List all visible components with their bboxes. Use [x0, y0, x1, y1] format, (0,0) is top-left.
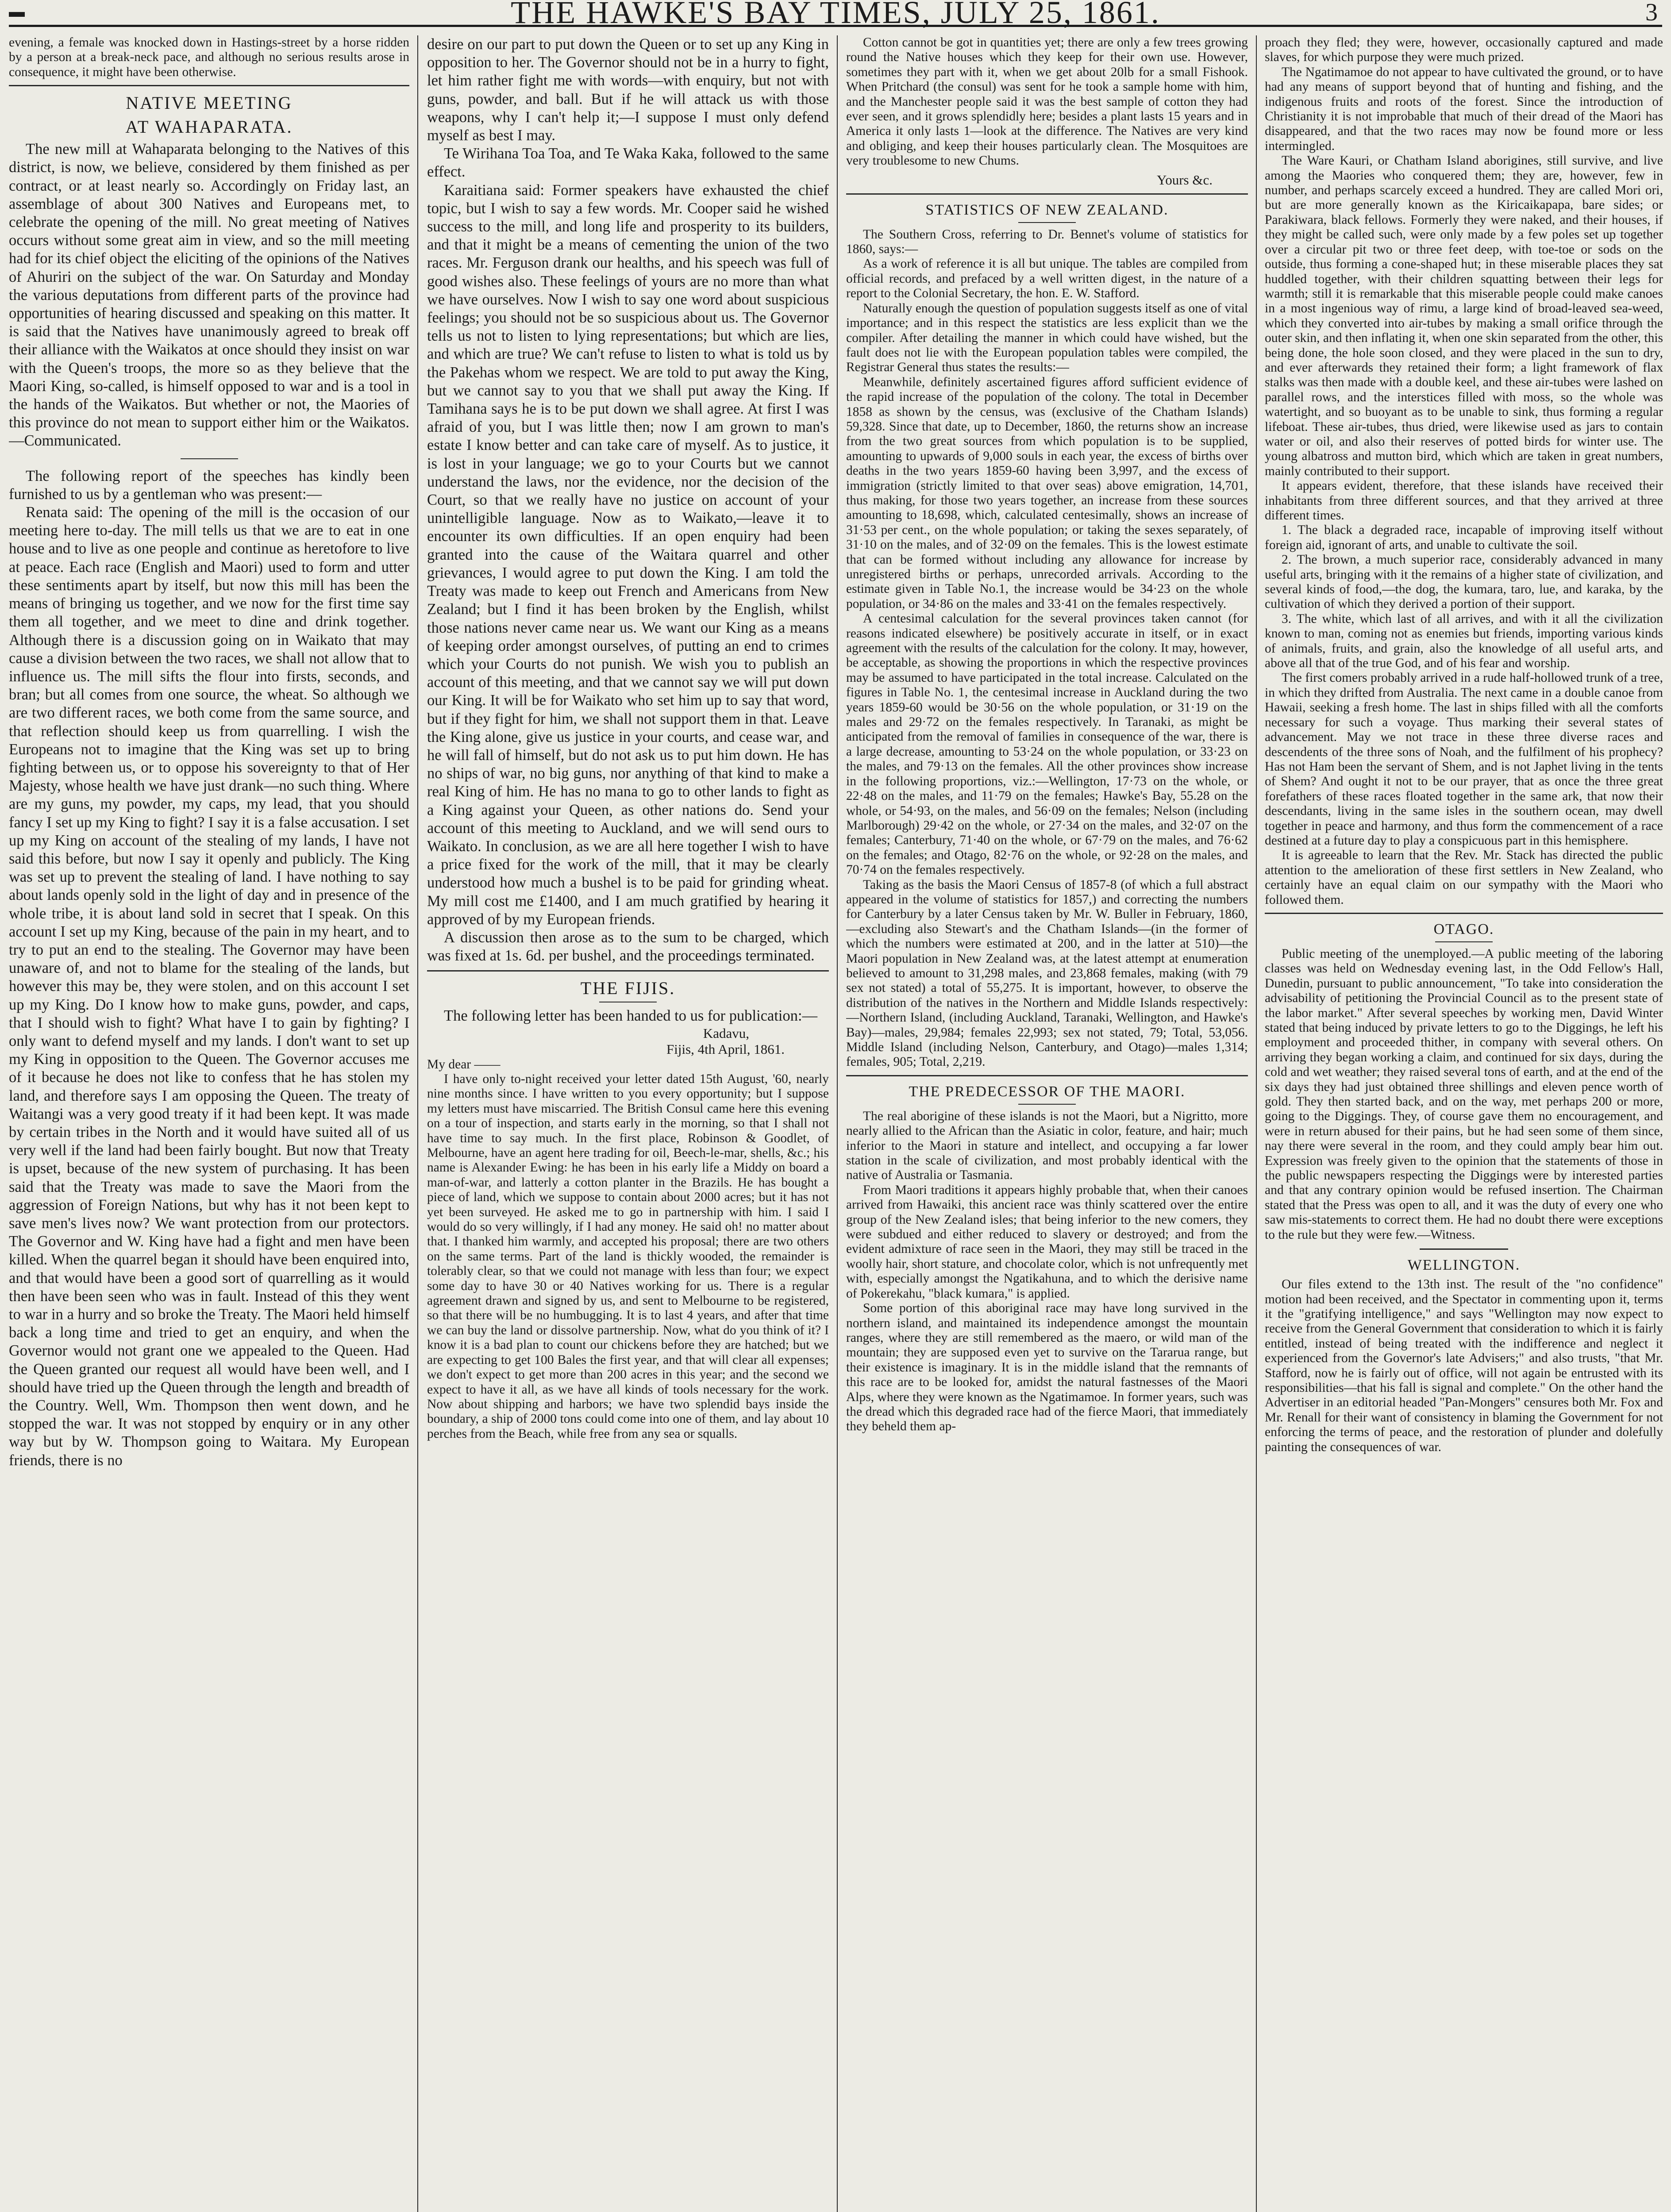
paragraph: Te Wirihana Toa Toa, and Te Waka Kaka, followed to the same effect.: [427, 145, 829, 180]
paragraph: Our files extend to the 13th inst. The result of the "no confidence" motion had been received, and the Spectator in commenting upon it, terms it the "gratifying intelligence," and says "Wellington may now expect to receive from the General Government that consideration to which it is fairly entitled, instead of being treated with the indifference and neglect it experienced from the Governor's late Advisers;" and also trusts, "that Mr. Stafford, now he is fairly out of office, will not again be entrusted with its responsibilities—that his fall is signal and complete." On the other hand the Advertiser in an editorial headed "Pan-Mongers" censures both Mr. Fox and Mr. Renall for their want of consistency in blaming the Government for not enforcing the terms of peace, and the restoration of plunder and dolefully painting the consequences of war.: [1265, 1277, 1663, 1454]
column-rule: [417, 35, 418, 2212]
column-1: [9, 35, 409, 2212]
paragraph: The following report of the speeches has kindly been furnished to us by a gentleman who was present:—: [9, 467, 409, 503]
masthead: [9, 0, 1662, 30]
section-divider: [846, 193, 1248, 195]
headline-wahaparata: AT WAHAPARATA.: [125, 117, 293, 137]
dateline-date: Fijis, 4th April, 1861.: [666, 1041, 785, 1057]
letter-salutation: My dear ——: [427, 1057, 501, 1071]
letter-body-continued: Cotton cannot be got in quantities yet; there are only a few trees growing round the Native houses which they keep for their own use. However, sometimes they part with it, when we get about 20lb for a small Fishook. When Pritchard (the consul) was sent for he took a sample home with him, and the Manchester people said it was the best sample of cotton they had ever seen, and it grows splendidly here; besides a plant lasts 15 years and in America it only lasts 1—look at the difference. The Natives are very kind and obliging, and keep their houses particularly clean. The Mosquitoes are very troublesome to new Chums.: [846, 35, 1248, 168]
paragraph: Meanwhile, definitely ascertained figures afford sufficient evidence of the rapid increase of the population of the colony. The total in December 1858 as shown by the census, was (exclusive of the Chatham Islands) 59,328. Since that date, up to December, 1860, the returns show an increase from the two great sources from which population is to be supplied, amounting to upwards of 9,000 souls in each year, the excess of births over deaths in the two years 1859-60 having been 3,997, and the excess of immigration (strictly limited to that over seas) above emigration, 14,701, thus making, for those two years together, an increase from these sources amounting to 18,698, which, calculated centesimally, shows an increase of 31·53 per cent., on the whole population; or taking the sexes separately, of 31·10 on the males, and of 32·09 on the females. This is the lowest estimate that can be formed without including any allowance for increase by unregistered births or perhaps, unrecorded arrivals. According to the estimate given in Table No.1, the increase would be 34·23 on the whole population, or 34·86 on the males and 33·41 on the females respectively.: [846, 375, 1248, 611]
paragraph: From Maori traditions it appears highly probable that, when their canoes arrived from Hawaiki, this ancient race was thinly scattered over the entire group of the New Zealand isles; that being inferior to the new comers, they were subdued and either reduced to slavery or destroyed; and from the evident admixture of race seen in the Maori, they may still be traced in the woolly hair, short stature, and chocolate color, which is not unfrequently met with, especially amongst the Ngatikahuna, and to which the derisive name of Pokerekahu, "black kumara," is applied.: [846, 1183, 1248, 1301]
section-divider: [1265, 913, 1663, 914]
list-item: 2. The brown, a much superior race, considerably advanced in many useful arts, bringing with it the remains of a higher state of civilization, and several kinds of food,—the dog, the kumara, taro, lue, and karaka, by the cultivation of which they derived a portion of their support.: [1265, 553, 1663, 611]
column-rule: [837, 35, 838, 2212]
column-4: [1265, 35, 1663, 2212]
headline-predecessor: THE PREDECESSOR OF THE MAORI.: [909, 1083, 1186, 1100]
headline-wellington: WELLINGTON.: [1407, 1257, 1521, 1274]
page-number: 3: [1645, 0, 1658, 26]
paragraph: Some portion of this aboriginal race may have long survived in the northern island, and maintained its independence amongst the mountain ranges, where they are still remembered as the maero, or wild man of the mountain; they are supposed even yet to survive on the Tararua range, but their existence is imaginary. It is in the middle island that the remnants of this race are to be looked for, amidst the natural fastnesses of the Maori Alps, where they were known as the Ngatimamoe. In former years, such was the dread which this degraded race had of the fierce Maori, that immediately they beheld them ap-: [846, 1301, 1248, 1434]
paragraph: A centesimal calculation for the several provinces taken cannot (for reasons indicated elsewhere) be positively accurate in itself, or in exact agreement with the results of the calculation for the colony. It may, however, be acceptable, as showing the proportions in which the respective provinces may be assumed to have participated in the total increase. Calculated on the figures in Table No. 1, the centesimal increase in Auckland during the two years 1859-60 would be 30·56 on the whole population, or 31·19 on the males and 29·72 on the females respectively. In Taranaki, as might be anticipated from the removal of families in consequence of the war, there is a large decrease, amounting to 53·24 on the whole population, or 33·23 on the males, and 79·13 on the females. All the other provinces show increase in the following proportions, viz.:—Wellington, 17·73 on the whole, or 22·48 on the males, and 11·79 on the females; Hawke's Bay, 55.28 on the whole, or 54·93, on the males, and 56·09 on the females; Nelson (including Marlborough) 29·42 on the whole, or 27·34 on the males, and 32·07 on the females; Canterbury, 71·40 on the whole, or 67·79 on the males, and 76·62 on the females; and Otago, 82·76 on the whole, or 92·28 on the males, and 70·74 on the females respectively.: [846, 611, 1248, 877]
paragraph: A discussion then arose as to the sum to be charged, which was fixed at 1s. 6d. per bushel, and the proceedings terminated.: [427, 929, 829, 964]
letter-body: I have only to-night received your letter dated 15th August, '60, nearly nine months since. I have written to you every opportunity; but I suppose my letters must have miscarried. The British Consul came here this evening on a tour of inspection, and starts early in the morning, so that I shall not have time to say much. In the first place, Robinson & Goodlet, of Melbourne, have an agent here trading for oil, Beech-le-mar, shells, &c.; his name is Alexander Ewing: he has been in his early life a Middy on board a man-of-war, and latterly a cotton planter in the Brazils. He has bought a piece of land, which we suppose to contain about 2000 acres; but it has not yet been surveyed. He asked me to go in partnership with him. I said I would do so very willingly, if I had any money. He said oh! no matter about that. I thanked him warmly, and accepted his proposal; there are two others on the same terms. Part of the land is thickly wooded, the remainder is tolerably clear, so that we could not manage with less than four; we expect some day to have 30 or 40 Natives working for us. There is a regular agreement drawn and signed by us, and sent to Melbourne to be registered, so that there will be no humbugging. It is to last 4 years, and after that time we can buy the land or dissolve partnership. Now, what do you think of it? I know it is a bad plan to count our chickens before they are hatched; but we are expecting to get 100 Bales the first year, and that will clear all expenses; we don't expect to get more than 200 acres in this year; and the second we expect to have it all, as we have all kinds of tools necessary for the work. Now about shipping and harbors; we have two splendid bays inside the boundary, a ship of 2000 tons could come into one of them, and lay about 10 perches from the Beach, while free from any sea or squalls.: [427, 1071, 829, 1441]
section-divider: [846, 1075, 1248, 1076]
paragraph: desire on our part to put down the Queen or to set up any King in opposition to her. The Governor should not be in a hurry to fight, let him rather fight me with words—with enquiry, but not with guns, powder, and ball. But if he will attack us with those weapons, why I can't help it;—I suppose I must only defend myself as best I may.: [427, 36, 829, 144]
corner-mark: ▬: [9, 3, 25, 20]
headline-otago: OTAGO.: [1433, 921, 1494, 937]
paragraph: The following letter has been handed to us for publication:—: [444, 1007, 818, 1025]
article-tail: evening, a female was knocked down in Hastings-street by a horse ridden by a person at a break-neck pace, and although no serious results arose in consequence, it might have been otherwise.: [9, 35, 409, 79]
paragraph: The real aborigine of these islands is not the Maori, but a Nigritto, more nearly allied to the African than the Asiatic in color, feature, and hair; much inferior to the Maori in stature and intellect, and occupying a far lower station in the scale of civilization, and most probably identical with the native of Australia or Tasmania.: [846, 1109, 1248, 1183]
paragraph: The Southern Cross, referring to Dr. Bennet's volume of statistics for 1860, says:—: [846, 227, 1248, 257]
paragraph: The first comers probably arrived in a rude half-hollowed trunk of a tree, in which they drifted from Australia. The next came in a double canoe from Hawaii, seeking a fresh home. The last in ships filled with all the comforts necessary for such a voyage. Thus marking their several states of advancement. May we not trace in these three diverse races and descendents of the three sons of Noah, and the fulfilment of his prophecy? Has not Ham been the servant of Shem, and is not Japhet living in the tents of Shem? And ought it not to be our prayer, that as once the three great forefathers of these races floated together in the same ark, that now their descendants, living in the same isles in the southern ocean, may dwell together in peace and harmony, and thus form the commencement of a race destined at a future day to play a conspicuous part in this hemisphere.: [1265, 671, 1663, 848]
list-item: 1. The black a degraded race, incapable of improving itself without foreign aid, ignorant of arts, and unable to cultivate the soil.: [1265, 523, 1663, 552]
speech-karaitiana: Karaitiana said: Former speakers have exhausted the chief topic, but I wish to say a few words. Mr. Cooper said he wished success to the mill, and long life and prosperity to its builders, and that it might be a means of cementing the union of the two races. Mr. Ferguson drank our healths, and his speech was full of good wishes also. These feelings of yours are no more than what we have ourselves. Now I wish to say one word about suspicious feelings; you should not be so suspicious about us. The Governor tells us not to listen to lying representations; but which are lies, and which are true? We can't refuse to listen to what is told us by the Pakehas whom we respect. We are told to put away the King, but we cannot say to you that we shall put away the King. If Tamihana says he is to be put down we shall agree. At first I was afraid of you, but I was little then; now I am grown to man's estate I know better and can take care of myself. As to justice, it is lost in your language; we go to your Courts but we cannot understand the laws, nor the evidence, nor the decision of the Court, so that we really have no justice on account of your unintelligible language. Now as to Waikato,—leave it to encounter its own difficulties. If an open enquiry had been granted into the cause of the Waitara quarrel and other grievances, I would agree to put down the King. I am told the Treaty was made to keep out French and Americans from New Zealand; but I find it has been broken by the English, whilst those nations never came near us. We want our King as a means of keeping order amongst ourselves, of putting an end to crimes which your Courts do not punish. We wish you to publish an account of this meeting, and that we cannot say we will put down our King. It will be for Waikato who set him up to say that word, but if they fight for him, we shall not support them in that. Leave the King alone, give us justice in your courts, and cease war, and he will fall of himself, but do not ask us to put him down. He has no ships of war, no big guns, nor anything of that kind to make a real King of him. He has no mana to go to other lands to fight as a King against your Queen, as other nations do. Send your account of this meeting to Auckland, and we will send ours to Waikato. In conclusion, as we are all here together I wish to have a price fixed for the work of the mill, that it may be clearly understood how much a bushel is to be paid for grinding wheat. My mill cost me £1400, and I am much gratified by hearing it approved of by my European friends.: [427, 181, 829, 928]
short-divider: [1018, 1104, 1076, 1105]
paragraph: The Ware Kauri, or Chatham Island aborigines, still survive, and live among the Maories who conquered them; they are, however, few in number, and perhaps scarcely exceed a hundred. They are called Mori ori, but are more generally known as the Kiricaikapapa, bare sides; or Parakiwara, black fellows. Formerly they were naked, and their houses, if they might be called such, were only made by a few poles set up together over a circular pit two or three feet deep, with toe-toe or sods on the outside, thus forming a cone-shaped hut; in these miserable places they sat huddled together, with their children squatting between their legs for warmth; still it is remarkable that this miserable people could make canoes in a most ingenious way of rimu, a large kind of broad-leaved sea-weed, which they converted into air-tubes by making a small orifice through the outer skin, and then inflating it, when one skin separated from the other, this being done, the hole soon closed, and they were placed in the sun to dry, and ever afterwards they retained their form; a light framework of flax stalks was then made with a double keel, and these air-tubes were lashed on parallel rows, and the interstices filled with moss, so the whole was watertight, and so buoyant as to be unable to sink, thus forming a regular lifeboat. These air-tubes, thus dried, were likewise used as jars to contain water or oil, and also their reserves of potted birds for winter use. The young albatross and mutton bird, which which are taken in great numbers, mainly contributed to their support.: [1265, 154, 1663, 478]
section-divider: [9, 85, 409, 86]
section-divider: [427, 970, 829, 972]
paragraph: proach they fled; they were, however, occasionally captured and made slaves, for which purpose they were much prized.: [1265, 35, 1663, 65]
short-divider: [1420, 1248, 1508, 1250]
headline-native-meeting: NATIVE MEETING: [126, 93, 293, 113]
paragraph: It is agreeable to learn that the Rev. Mr. Stack has directed the public attention to the amelioration of these first settlers in New Zealand, who certainly have an equal claim on our sympathy with the Maori who followed them.: [1265, 848, 1663, 907]
short-divider: [1435, 941, 1493, 942]
column-rule: [1256, 35, 1257, 2212]
column-3: [846, 35, 1248, 2212]
short-divider: [181, 458, 238, 459]
paragraph: Naturally enough the question of population suggests itself as one of vital importance; and in this respect the statistics are less explicit than we the compiler. After detailing the manner in which could have wished, but the fault does not lie with the European population tables were compiled, the Registrar General thus states the results:—: [846, 301, 1248, 375]
list-item: 3. The white, which last of all arrives, and with it all the civilization known to man, coming not as enemies but friends, importing various kinds of animals, fruits, and grain, also the knowledge of all useful arts, and above all that of the true God, and of his fear and worship.: [1265, 611, 1663, 671]
speech-renata: Renata said: The opening of the mill is the occasion of our meeting here to-day. The mill tells us that we are to eat in one house and to live as one people and continue as heretofore to live at peace. Each race (English and Maori) used to form and utter these sentiments apart by itself, but now this mill has been the means of bringing us together, and we now for the first time say them all together, and we meet to dine and drink together. Although there is a discussion going on in Waikato that may cause a division between the two races, we shall not allow that to influence us. The mill sifts the flour into firsts, seconds, and bran; but all comes from one source, the wheat. So although we are two different races, we both come from the same source, and that reflection should keep us from quarrelling. I wish the Europeans not to imagine that the King was set up to bring fighting between us, or to oppose his sovereignty to that of Her Majesty, whose health we have just drank—no such thing. Where are my guns, my powder, my caps, my lead, that you should fancy I set up my King to fight? I say it is a false accusation. I set up my King on account of the stealing of my lands, I have not said this before, but now I say it openly and publicly. The King was set up to prevent the stealing of land. I have nothing to say about lands openly sold in the light of day and in presence of the whole tribe, it is about land sold in secret that I speak. On this account I set up my King, because of the pain in my heart, and to try to put an end to the stealing. The Governor may have been unaware of, and not to blame for the stealing of the lands, but however this may be, they were stolen, and on this account I set up my King. Do I know how to make guns, powder, and caps, that I should wish to fight? What have I to gain by fighting? I only want to defend myself and my lands. I don't want to set up my King in opposition to the Queen. The Governor accuses me of it because he does not like to confess that he has stolen my land, and therefore says I am opposing the Queen. The treaty of Waitangi was a very good treaty if it had been kept. It was made by certain tribes in the North and it would have suited all of us very well if the land had been fairly bought. But now that Treaty is upset, because of the new system of purchasing. It has been said that the Treaty was made to save the Maori from the aggression of Foreign Nations, but why has it not been kept to save men's lives now? We want protection from our protectors. The Governor and W. King have had a fight and men have been killed. When the quarrel began it should have been enquired into, and that would have been a good sort of quarrelling as it would then have been seen who was in fault. Instead of this they went to war in a hurry and so broke the Treaty. The Maori held himself back a long time and tried to get an enquiry, and when the Governor would not grant one we appealed to the Queen. Had the Queen granted our request all would have been well, and I should have tried up the Queen through the length and breadth of the Country. Well, Wm. Thompson then went down, and he stopped the war. It was not stopped by enquiry or in any other way but by W. Thompson going to Waitara. My European friends, there is no: [9, 504, 409, 1469]
headline-fijis: THE FIJIS.: [580, 978, 676, 998]
paragraph: It appears evident, therefore, that these islands have received their inhabitants from three different sources, and that they arrived at three different times.: [1265, 479, 1663, 522]
paragraph: As a work of reference it is all but unique. The tables are compiled from official records, and prefaced by a well written digest, in the nature of a report to the Colonial Secretary, the hon. E. W. Stafford.: [846, 257, 1248, 301]
column-2: [427, 35, 829, 2212]
paragraph: Taking as the basis the Maori Census of 1857-8 (of which a full abstract appeared in the volume of statistics for 1857,) and correcting the numbers for Canterbury by a later Census taken by Mr. W. Buller in February, 1860,—excluding also Stewart's and the Chatham Islands—(in the former of which the numbers were estimated at 200, and in the latter at 510)—the Maori population in New Zealand was, at the latest attempt at enumeration believed to amount to 31,298 males, and 23,868 females, making (with 79 sex not stated) a total of 55,275. It is important, however, to observe the distribution of the natives in the Northern and Middle Islands respectively:—Northern Island, (including Auckland, Taranaki, Wellington, and Hawke's Bay)—males, 29,984; females 22,993; sex not stated, 79; Total, 53,056. Middle Island (including Nelson, Canterbury, and Otago)—males 1,314; females, 905; Total, 2,219.: [846, 877, 1248, 1069]
dateline-place: Kadavu,: [703, 1025, 749, 1041]
newspaper-title: THE HAWKE'S BAY TIMES, JULY 25, 1861.: [511, 0, 1160, 30]
paragraph: The new mill at Wahaparata belonging to the Natives of this district, is now, we believe, considered by them finished as per contract, or at least nearly so. Accordingly on Friday last, an assemblage of about 300 Natives and Europeans met, to celebrate the opening of the mill. No great meeting of Natives occurs without some great aim in view, and so the mill meeting had for its chief object the eliciting of the opinions of the Natives of Ahuriri on the subject of the war. On Saturday and Monday the various deputations from different parts of the province had opportunities of hearing discussed and speaking on this matter. It is said that the Natives have unanimously agreed to break off their alliance with the Waikatos at once should they insist on war with the Queen's troops, the more so as they believe that the Maori King, so-called, is himself opposed to war and is a tool in the hands of the Waikatos. But whether or not, the Maories of this province do not mean to support either him or the Waikatos.—Communicated.: [9, 141, 409, 449]
short-divider: [1018, 222, 1076, 223]
paragraph: The Ngatimamoe do not appear to have cultivated the ground, or to have had any means of support beyond that of hunting and fishing, and the indigenous fruits and roots of the forest. Since the introduction of Christianity it is not improbable that much of their dread of the Maori has disappeared, and that the two races may now be found more or less intermingled.: [1265, 65, 1663, 153]
letter-signature: Yours &c.: [1156, 172, 1213, 188]
paragraph: Public meeting of the unemployed.—A public meeting of the laboring classes was held on Wednesday evening last, in the Odd Fellow's Hall, Dunedin, pursuant to public announcement, "To take into consideration the advisability of petitioning the Provincial Council as to the present state of the labor market." After several speeches by working men, David Winter stated that being induced by private letters to go to the Diggings, he left his employment and proceeded thither, in company with several others. On arriving they began working a claim, and continued for six days, during the cold and wet weather; they raised several tons of earth, and at the end of the six days they had just obtained three shillings and eleven pence worth of gold. They then started back, and on the way, met perhaps 200 or more, going to the Diggings. They, of course gave them no encouragement, and were in return abused for their pains, but he had seen some of them since, nay there were several in the room, and they could amply bear him out. Expression was freely given to the opinion that the statements of those in the public newspapers respecting the Diggings were by interested parties and that any contrary opinion would be refused insertion. The Chairman stated that the Press was open to all, and it was the duty of every one who saw mis-statements to correct them. He had no doubt there were exceptions to the rule but they were few.—Witness.: [1265, 946, 1663, 1242]
headline-statistics: STATISTICS OF NEW ZEALAND.: [925, 201, 1169, 218]
